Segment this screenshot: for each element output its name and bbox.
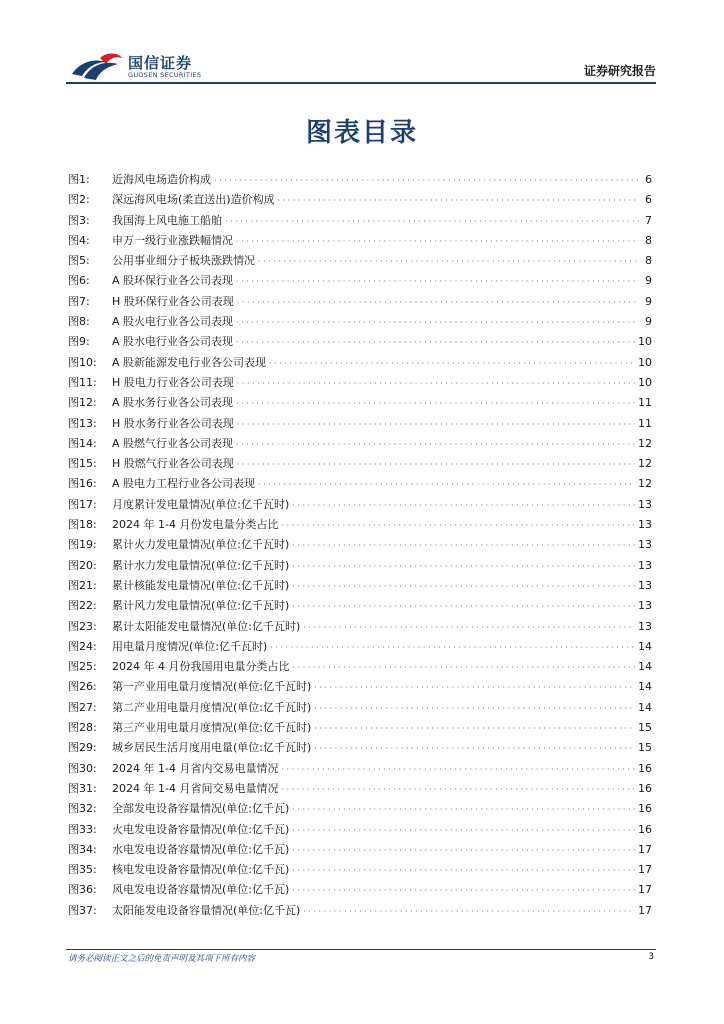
toc-entry-title[interactable]: A 股水电行业各公司表现 xyxy=(112,335,234,349)
toc-entry-number: 图14: xyxy=(68,436,97,450)
toc-entry-page[interactable]: 10 xyxy=(638,355,652,369)
toc-entry-page[interactable]: 12 xyxy=(638,436,652,450)
toc-entry-title[interactable]: A 股电力工程行业各公司表现 xyxy=(112,477,256,491)
toc-entry-page[interactable]: 17 xyxy=(638,903,652,917)
toc-entry-title[interactable]: A 股火电行业各公司表现 xyxy=(112,315,234,329)
toc-entry-number: 图35: xyxy=(68,863,97,877)
toc-entry-number: 图12: xyxy=(68,396,97,410)
toc-entry-page[interactable]: 16 xyxy=(638,802,652,816)
toc-dot-leader xyxy=(236,434,635,455)
toc-dot-leader xyxy=(214,170,639,191)
toc-dot-leader xyxy=(236,231,639,252)
toc-entry-number: 图24: xyxy=(68,639,97,653)
toc-entry-number: 图26: xyxy=(68,680,97,694)
toc-entry-title[interactable]: H 股燃气行业各公司表现 xyxy=(112,457,234,471)
toc-dot-leader xyxy=(258,474,635,495)
toc-entry-number: 图28: xyxy=(68,721,97,735)
toc-entry-title[interactable]: 2024 年 1-4 月省间交易电量情况 xyxy=(112,781,279,795)
toc-entry-page[interactable]: 14 xyxy=(638,700,652,714)
toc-entry-page[interactable]: 6 xyxy=(645,173,652,186)
toc-entry[interactable] xyxy=(68,170,656,190)
toc-entry-page[interactable]: 15 xyxy=(638,721,652,735)
toc-dot-leader xyxy=(292,495,635,516)
toc-entry-title[interactable]: 累计太阳能发电量情况(单位:亿千瓦时) xyxy=(112,619,301,633)
guosen-logo xyxy=(70,50,230,84)
toc-entry-title[interactable]: 累计水力发电量情况(单位:亿千瓦时) xyxy=(112,558,290,572)
toc-dot-leader xyxy=(292,535,635,556)
toc-entry-page[interactable]: 14 xyxy=(638,680,652,694)
toc-entry-page[interactable]: 6 xyxy=(645,193,652,207)
toc-dot-leader xyxy=(292,820,635,841)
toc-dot-leader xyxy=(314,677,635,698)
toc-entry[interactable] xyxy=(68,677,656,697)
toc-entry-title[interactable]: 公用事业细分子板块涨跌情况 xyxy=(112,254,255,268)
toc-entry[interactable] xyxy=(68,556,656,576)
page-title: 图表目录 xyxy=(305,118,418,148)
guosen-logo-icon xyxy=(70,52,124,82)
toc-entry-page[interactable]: 11 xyxy=(638,396,652,410)
toc-entry-title[interactable]: 第三产业用电量月度情况(单位:亿千瓦时) xyxy=(112,721,312,735)
toc-entry-number: 图36: xyxy=(68,883,97,897)
toc-entry-title[interactable]: A 股新能源发电行业各公司表现 xyxy=(112,355,267,369)
toc-entry-page[interactable]: 7 xyxy=(645,213,652,227)
toc-entry-title[interactable]: H 股环保行业各公司表现 xyxy=(112,294,234,308)
toc-entry-page[interactable]: 17 xyxy=(638,842,652,856)
footer-divider xyxy=(66,949,656,950)
toc-entry-page[interactable]: 14 xyxy=(638,639,652,653)
toc-dot-leader xyxy=(225,211,639,232)
toc-entry[interactable] xyxy=(68,251,656,271)
logo-chinese-name: 国信证券 xyxy=(128,54,193,72)
toc-entry[interactable] xyxy=(68,840,656,860)
toc-dot-leader xyxy=(236,312,639,333)
toc-entry-page[interactable]: 10 xyxy=(638,335,652,349)
toc-entry[interactable] xyxy=(68,779,656,799)
toc-entry-title[interactable]: 月度累计发电量情况(单位:亿千瓦时) xyxy=(112,497,290,511)
toc-entry-title[interactable]: 水电发电设备容量情况(单位:亿千瓦) xyxy=(112,842,290,856)
toc-entry-title[interactable]: 2024 年 4 月份我国用电量分类占比 xyxy=(112,660,290,674)
figure-table-of-contents xyxy=(68,170,656,921)
toc-entry-page[interactable]: 9 xyxy=(645,294,652,308)
toc-dot-leader xyxy=(314,738,635,759)
toc-entry-title[interactable]: A 股燃气行业各公司表现 xyxy=(112,436,234,450)
toc-entry[interactable] xyxy=(68,738,656,758)
report-type-label: 证券研究报告 xyxy=(583,64,656,78)
toc-entry-page[interactable]: 16 xyxy=(638,761,652,775)
toc-dot-leader xyxy=(314,698,635,719)
toc-entry[interactable] xyxy=(68,231,656,251)
toc-entry[interactable] xyxy=(68,880,656,900)
toc-entry-page[interactable]: 13 xyxy=(638,619,652,633)
toc-entry[interactable] xyxy=(68,901,656,921)
toc-entry-number: 图17: xyxy=(68,497,97,511)
toc-entry-page[interactable]: 8 xyxy=(645,233,652,247)
toc-entry-title[interactable]: H 股水务行业各公司表现 xyxy=(112,416,234,430)
toc-dot-leader xyxy=(269,353,635,374)
toc-dot-leader xyxy=(236,271,639,292)
toc-entry-page[interactable]: 17 xyxy=(638,883,652,897)
toc-entry-title[interactable]: 第二产业用电量月度情况(单位:亿千瓦时) xyxy=(112,700,312,714)
toc-entry[interactable] xyxy=(68,414,656,434)
toc-entry[interactable] xyxy=(68,637,656,657)
toc-entry-number: 图23: xyxy=(68,619,97,633)
toc-dot-leader xyxy=(292,556,635,577)
toc-entry-number: 图1: xyxy=(68,173,90,186)
toc-entry-page[interactable]: 13 xyxy=(638,538,652,552)
toc-entry[interactable] xyxy=(68,434,656,454)
toc-dot-leader xyxy=(292,576,635,597)
toc-entry-number: 图32: xyxy=(68,802,97,816)
toc-entry-number: 图30: xyxy=(68,761,97,775)
toc-entry-page[interactable]: 13 xyxy=(638,558,652,572)
toc-dot-leader xyxy=(236,393,635,414)
toc-entry-title[interactable]: 全部发电设备容量情况(单位:亿千瓦) xyxy=(112,802,290,816)
toc-entry-page[interactable]: 13 xyxy=(638,518,652,532)
toc-entry-number: 图29: xyxy=(68,741,97,755)
toc-dot-leader xyxy=(237,292,639,313)
toc-entry[interactable] xyxy=(68,657,656,677)
toc-entry-title[interactable]: 太阳能发电设备容量情况(单位:亿千瓦) xyxy=(112,903,301,917)
toc-entry-title[interactable]: 第一产业用电量月度情况(单位:亿千瓦时) xyxy=(112,680,312,694)
toc-dot-leader xyxy=(270,637,635,658)
toc-entry[interactable] xyxy=(68,495,656,515)
toc-entry[interactable] xyxy=(68,759,656,779)
toc-dot-leader xyxy=(281,515,635,536)
toc-entry-number: 图21: xyxy=(68,578,97,592)
toc-entry-page[interactable]: 9 xyxy=(645,315,652,329)
toc-entry[interactable] xyxy=(68,799,656,819)
toc-entry-title[interactable]: 深远海风电场(柔直送出)造价构成 xyxy=(112,193,275,207)
toc-entry-number: 图31: xyxy=(68,781,97,795)
toc-entry-page[interactable]: 15 xyxy=(638,741,652,755)
toc-entry-number: 图8: xyxy=(68,315,90,329)
toc-entry-title[interactable]: 火电发电设备容量情况(单位:亿千瓦) xyxy=(112,822,290,836)
toc-entry-title[interactable]: A 股水务行业各公司表现 xyxy=(112,396,234,410)
toc-dot-leader xyxy=(237,414,635,435)
toc-entry-number: 图18: xyxy=(68,518,97,532)
toc-entry-page[interactable]: 12 xyxy=(638,477,652,491)
toc-entry-number: 图37: xyxy=(68,903,97,917)
toc-dot-leader xyxy=(236,332,635,353)
toc-entry-page[interactable]: 12 xyxy=(638,457,652,471)
toc-entry-number: 图33: xyxy=(68,822,97,836)
toc-entry[interactable] xyxy=(68,617,656,637)
toc-entry-number: 图10: xyxy=(68,355,97,369)
toc-entry-number: 图9: xyxy=(68,335,90,349)
toc-entry-title[interactable]: 核电发电设备容量情况(单位:亿千瓦) xyxy=(112,863,290,877)
toc-dot-leader xyxy=(281,759,635,780)
toc-entry-number: 图4: xyxy=(68,233,90,247)
toc-entry-page[interactable]: 8 xyxy=(645,254,652,268)
toc-entry-page[interactable]: 16 xyxy=(638,822,652,836)
toc-dot-leader xyxy=(292,880,635,901)
toc-entry-title[interactable]: 我国海上风电施工船舶 xyxy=(112,213,222,227)
toc-entry-title[interactable]: 申万一级行业涨跌幅情况 xyxy=(112,233,233,247)
toc-entry-title[interactable]: 近海风电场造价构成 xyxy=(112,173,211,186)
toc-entry-page[interactable]: 13 xyxy=(638,599,652,613)
toc-entry-page[interactable]: 16 xyxy=(638,781,652,795)
toc-entry[interactable] xyxy=(68,211,656,231)
toc-entry-number: 图3: xyxy=(68,213,90,227)
toc-entry-number: 图11: xyxy=(68,375,97,389)
toc-entry-number: 图25: xyxy=(68,660,97,674)
toc-entry-page[interactable]: 11 xyxy=(638,416,652,430)
toc-entry[interactable] xyxy=(68,332,656,352)
toc-entry-title[interactable]: A 股环保行业各公司表现 xyxy=(112,274,234,288)
toc-entry-title[interactable]: 累计火力发电量情况(单位:亿千瓦时) xyxy=(112,538,290,552)
toc-entry-title[interactable]: 城乡居民生活月度用电量(单位:亿千瓦时) xyxy=(112,741,312,755)
toc-dot-leader xyxy=(278,190,639,211)
toc-entry[interactable] xyxy=(68,353,656,373)
toc-entry[interactable] xyxy=(68,373,656,393)
toc-entry-number: 图27: xyxy=(68,700,97,714)
logo-english-name: GUOSEN SECURITIES xyxy=(128,71,202,79)
toc-dot-leader xyxy=(292,596,635,617)
page-header xyxy=(68,50,656,84)
toc-entry[interactable] xyxy=(68,474,656,494)
toc-dot-leader xyxy=(292,799,635,820)
toc-entry[interactable] xyxy=(68,393,656,413)
toc-entry-number: 图13: xyxy=(68,416,97,430)
toc-entry-page[interactable]: 13 xyxy=(638,497,652,511)
toc-dot-leader xyxy=(292,657,635,678)
toc-entry-number: 图15: xyxy=(68,457,97,471)
toc-dot-leader xyxy=(237,373,635,394)
toc-entry-title[interactable]: 累计风力发电量情况(单位:亿千瓦时) xyxy=(112,599,290,613)
disclaimer-note: 请务必阅读正文之后的免责声明及其项下所有内容 xyxy=(68,954,256,964)
toc-dot-leader xyxy=(237,454,635,475)
toc-entry-number: 图5: xyxy=(68,254,90,268)
toc-entry[interactable] xyxy=(68,535,656,555)
toc-entry-title[interactable]: 累计核能发电量情况(单位:亿千瓦时) xyxy=(112,578,290,592)
toc-entry-title[interactable]: 2024 年 1-4 月省内交易电量情况 xyxy=(112,761,279,775)
toc-entry[interactable] xyxy=(68,515,656,535)
toc-entry-number: 图34: xyxy=(68,842,97,856)
toc-entry[interactable] xyxy=(68,190,656,210)
toc-entry[interactable] xyxy=(68,576,656,596)
toc-dot-leader xyxy=(292,860,635,881)
toc-entry-number: 图20: xyxy=(68,558,97,572)
toc-entry[interactable] xyxy=(68,860,656,880)
toc-entry[interactable] xyxy=(68,312,656,332)
header-divider xyxy=(66,82,656,84)
toc-entry-number: 图2: xyxy=(68,193,90,207)
toc-entry[interactable] xyxy=(68,271,656,291)
toc-entry[interactable] xyxy=(68,718,656,738)
toc-entry-title[interactable]: 风电发电设备容量情况(单位:亿千瓦) xyxy=(112,883,290,897)
toc-entry[interactable] xyxy=(68,596,656,616)
toc-entry[interactable] xyxy=(68,292,656,312)
toc-entry[interactable] xyxy=(68,820,656,840)
toc-entry-number: 图16: xyxy=(68,477,97,491)
toc-entry-page[interactable]: 9 xyxy=(645,274,652,288)
page-number: 3 xyxy=(648,952,654,962)
toc-entry-title[interactable]: 2024 年 1-4 月份发电量分类占比 xyxy=(112,518,279,532)
toc-entry-page[interactable]: 10 xyxy=(638,375,652,389)
toc-dot-leader xyxy=(258,251,639,272)
toc-entry-page[interactable]: 14 xyxy=(638,660,652,674)
toc-entry-number: 图7: xyxy=(68,294,90,308)
toc-entry-title[interactable]: H 股电力行业各公司表现 xyxy=(112,375,234,389)
toc-dot-leader xyxy=(303,617,635,638)
toc-dot-leader xyxy=(303,901,635,922)
toc-dot-leader xyxy=(281,779,635,800)
toc-entry[interactable] xyxy=(68,698,656,718)
toc-entry-title[interactable]: 用电量月度情况(单位:亿千瓦时) xyxy=(112,639,268,653)
toc-dot-leader xyxy=(314,718,635,739)
toc-entry-number: 图6: xyxy=(68,274,90,288)
toc-entry-number: 图22: xyxy=(68,599,97,613)
toc-entry-page[interactable]: 17 xyxy=(638,863,652,877)
toc-dot-leader xyxy=(292,840,635,861)
toc-entry-page[interactable]: 13 xyxy=(638,578,652,592)
toc-entry[interactable] xyxy=(68,454,656,474)
toc-entry-number: 图19: xyxy=(68,538,97,552)
